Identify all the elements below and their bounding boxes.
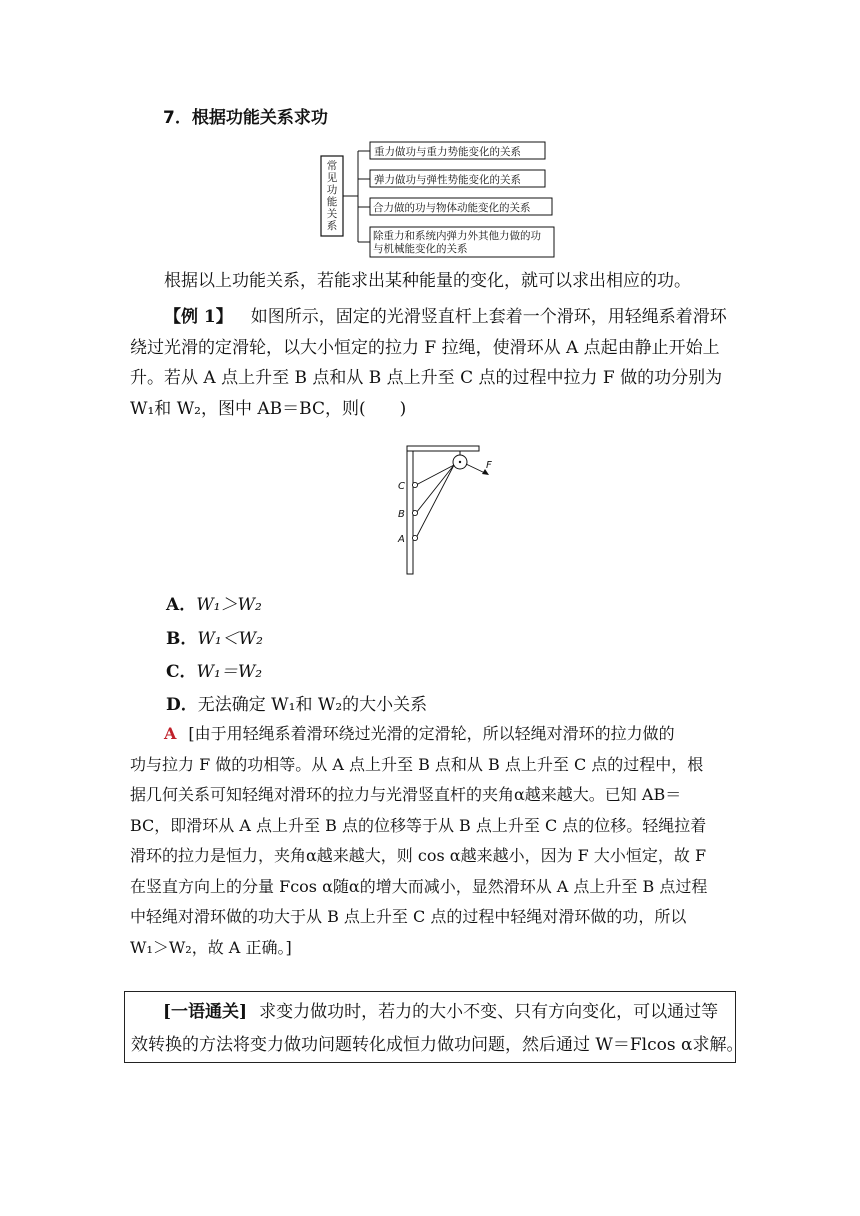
answer-line: W₁＞W₂，故 A 正确。] [130,937,292,957]
example-line: W₁和 W₂，图中 AB＝BC，则( ) [130,398,407,419]
diagram-root-char: 功 [326,184,338,196]
diagram-item-label: 合力做的功与物体动能变化的关系 [373,202,531,214]
rope-lines [416,464,487,538]
pulley-ring-figure [392,440,512,580]
work-energy-diagram [318,138,558,260]
option-d[interactable] [166,690,427,715]
diagram-item-label: 与机械能变化的关系 [373,243,468,255]
option-label: A． [166,595,197,615]
diagram-item-label: 除重力和系统内弹力外其他力做的功 [373,230,541,242]
diagram-connectors [343,151,370,242]
option-text: W₁＜W₂ [197,629,263,649]
example-tag: 【例 1】 [164,307,233,327]
answer-letter: A [164,724,177,743]
intro-paragraph [130,266,730,297]
point-label-b: B [398,509,405,520]
example-line: 绕过光滑的定滑轮，以大小恒定的拉力 F 拉绳，使滑环从 A 点起由静止开始上 [130,337,720,358]
option-a[interactable] [166,590,262,615]
answer-line: 中轻绳对滑环做的功大于从 B 点上升至 C 点的过程中轻绳对滑环做的功，所以 [130,907,687,926]
answer-line: [由于用轻绳系着滑环绕过光滑的定滑轮，所以轻绳对滑环的拉力做的 [188,724,675,743]
option-text: W₁＝W₂ [196,662,263,682]
diagram-root-char: 见 [326,172,338,184]
answer-line: 功与拉力 F 做的功相等。从 A 点上升至 B 点和从 B 点上升至 C 点的过程中，根 [130,754,704,774]
answer-line: 在竖直方向上的分量 Fcos α随α的增大而减小，显然滑环从 A 点上升至 B 点过程 [130,876,708,896]
ring-c [412,482,417,487]
vertical-rod [407,446,413,574]
option-label: B． [166,629,198,649]
diagram-root-char: 关 [326,208,338,220]
intro-text: 根据以上功能关系，若能求出某种能量的变化，就可以求出相应的功。 [164,271,691,291]
diagram-root-char: 能 [326,196,338,208]
option-text: 无法确定 W₁和 W₂的大小关系 [197,695,428,715]
diagram-item-label: 弹力做功与弹性势能变化的关系 [374,174,521,186]
option-text: W₁＞W₂ [196,595,262,615]
force-label: F [486,460,492,471]
option-label: D． [166,695,198,715]
answer-line: 据几何关系可知轻绳对滑环的拉力与光滑竖直杆的夹角α越来越大。已知 AB＝ [130,785,682,804]
tip-line: 求变力做功时，若力的大小不变、只有方向变化，可以通过等 [259,1002,719,1022]
point-label-c: C [398,481,405,492]
example-problem [130,302,730,424]
option-b[interactable] [166,624,263,649]
example-line: 如图所示，固定的光滑竖直杆上套着一个滑环，用轻绳系着滑环 [250,307,727,327]
top-beam [407,446,479,451]
diagram-item-label: 重力做功与重力势能变化的关系 [374,146,521,158]
answer-line: 滑环的拉力是恒力，夹角α越来越大，则 cos α越来越小，因为 F 大小恒定，故 F [130,846,707,865]
option-label: C． [166,662,197,682]
answer-line: BC，即滑环从 A 点上升至 B 点的位移等于从 B 点上升至 C 点的位移。轻绳拉着 [130,815,707,835]
ring-a [412,535,417,540]
tip-tag: [一语通关] [163,1002,248,1022]
option-c[interactable] [166,657,262,682]
diagram-root-char: 系 [326,220,338,232]
section-heading: 7．根据功能关系求功 [163,108,328,128]
tip-box [124,991,744,1063]
point-label-a: A [398,534,405,545]
example-line: 升。若从 A 点上升至 B 点和从 B 点上升至 C 点的过程中拉力 F 做的功分别为 [130,368,723,388]
answer-explanation [130,719,730,963]
ring-b [412,510,417,515]
diagram-root-char: 常 [326,160,338,172]
tip-line: 效转换的方法将变力做功问题转化成恒力做功问题，然后通过 W＝Flcos α求解。 [131,1035,744,1055]
